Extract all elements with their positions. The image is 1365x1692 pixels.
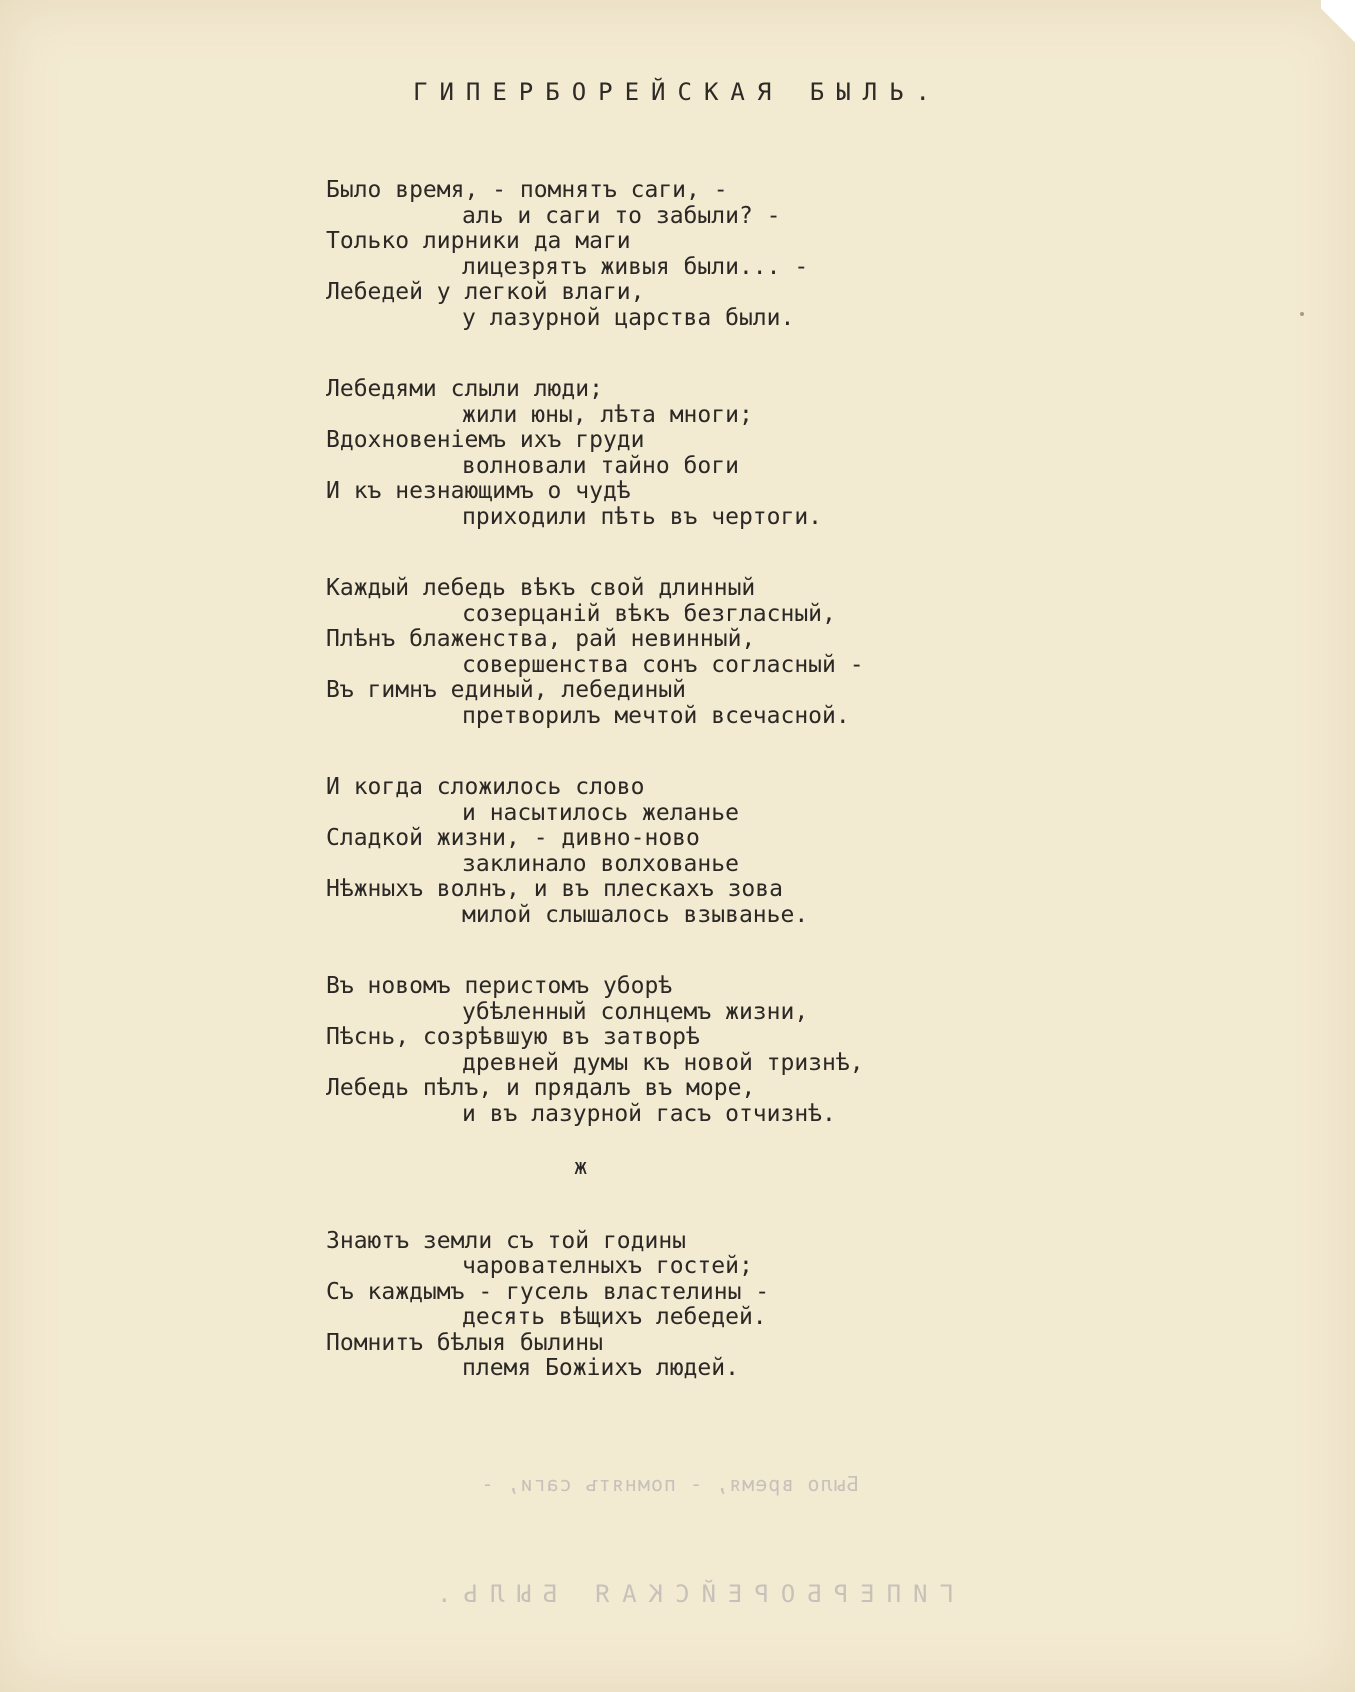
poem-line: лицезрятъ живыя были... - xyxy=(462,253,809,280)
stanza-final xyxy=(326,1229,864,1382)
poem-line: и въ лазурной гасъ отчизнѣ. xyxy=(462,1100,836,1127)
poem-line: Съ каждымъ - гусель властелины - xyxy=(326,1278,770,1305)
poem-title: ГИПЕРБОРЕЙСКАЯ БЫЛЬ. xyxy=(413,78,942,106)
poem-line: Пѣснь, созрѣвшую въ затворѣ xyxy=(326,1024,700,1050)
poem-body xyxy=(326,178,864,1428)
poem-line: созерцаній вѣкъ безгласный, xyxy=(462,600,836,627)
poem-line: Помнитъ бѣлыя былины xyxy=(326,1329,603,1356)
poem-line: волновали тайно боги xyxy=(462,452,739,479)
poem-line: аль и саги то забыли? - xyxy=(462,202,781,229)
poem-line: Сладкой жизни, - дивно-ново xyxy=(326,825,700,851)
poem-line: милой слышалось взыванье. xyxy=(462,901,809,928)
stanza-3 xyxy=(326,576,864,729)
poem-line: Каждый лебедь вѣкъ свой длинный xyxy=(326,575,756,601)
poem-line: претворилъ мечтой всечасной. xyxy=(462,702,850,729)
poem-line: чарователныхъ гостей; xyxy=(462,1253,753,1279)
poem-line: И когда сложилось слово xyxy=(326,774,645,800)
poem-line: Нѣжныхъ волнъ, и въ плескахъ зова xyxy=(326,876,783,902)
show-through-line: Было время, - помнятъ саги, - xyxy=(480,1472,859,1496)
poem-line: жили юны, лѣта многи; xyxy=(462,401,753,428)
poem-line: Лебедей у легкой влаги, xyxy=(326,279,645,305)
poem-line: приходили пѣть въ чертоги. xyxy=(462,503,823,530)
poem-line: И къ незнающимъ о чудѣ xyxy=(326,478,631,504)
poem-line: Лебедь пѣлъ, и прядалъ въ море, xyxy=(326,1075,756,1101)
poem-line: Въ гимнъ единый, лебединый xyxy=(326,677,687,703)
poem-line: Было время, - помнятъ саги, - xyxy=(326,177,728,203)
poem-line: Только лирники да маги xyxy=(326,228,631,254)
poem-line: убѣленный солнцемъ жизни, xyxy=(462,998,809,1025)
stanza-4 xyxy=(326,775,864,928)
poem-line: племя Божіихъ людей. xyxy=(462,1355,739,1381)
poem-line: Вдохновеніемъ ихъ груди xyxy=(326,427,645,453)
poem-line: и насытилось желанье xyxy=(462,799,739,826)
section-separator: ж xyxy=(574,1155,588,1180)
show-through-title: ГИПЕРБОРЕЙСКАЯ БЫЛЬ. xyxy=(425,1580,954,1608)
stanza-5 xyxy=(326,974,864,1127)
poem-line: у лазурной царства были. xyxy=(462,304,795,331)
poem-line: древней думы къ новой тризнѣ, xyxy=(462,1049,864,1076)
stanza-2 xyxy=(326,377,864,530)
poem-line: Въ новомъ перистомъ уборѣ xyxy=(326,973,673,999)
paper-speck xyxy=(1300,312,1304,316)
poem-line: Плѣнъ блаженства, рай невинный, xyxy=(326,626,756,652)
torn-corner xyxy=(1321,0,1355,50)
poem-line: совершенства сонъ согласный - xyxy=(462,651,864,678)
poem-line: заклинало волхованье xyxy=(462,850,739,877)
poem-line: Лебедями слыли люди; xyxy=(326,376,603,402)
poem-line: десять вѣщихъ лебедей. xyxy=(462,1304,767,1330)
stanza-1 xyxy=(326,178,864,331)
poem-line: Знаютъ земли съ той годины xyxy=(326,1227,687,1254)
